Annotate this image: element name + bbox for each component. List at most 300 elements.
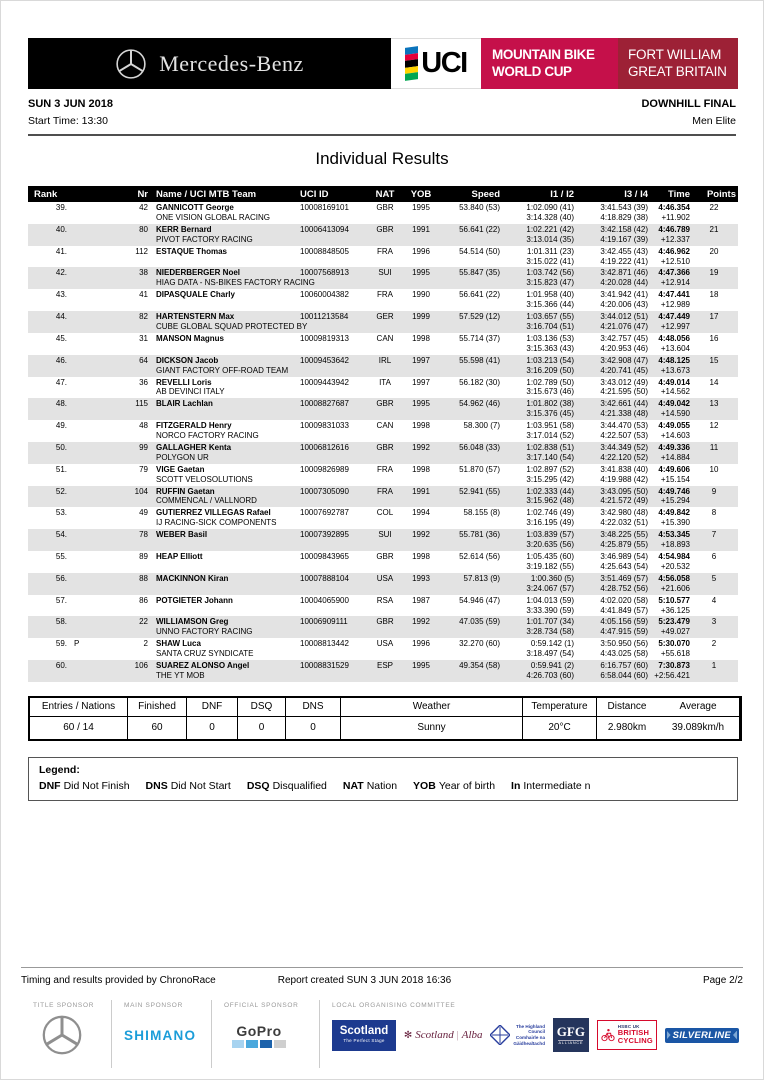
time-gap: +55.618 [660,649,690,659]
uci-id: 10008169101 [300,203,349,212]
table-row [28,355,738,377]
speed: 56.641 (22) [459,290,500,300]
uci-id: 10007692787 [300,508,349,518]
rider-name: RUFFIN Gaetan [156,486,215,496]
table-row [28,246,738,268]
intermediate-1: 1:02.897 (52) [526,464,574,474]
legend-item [343,780,397,792]
rider-name: DICKSON Jacob [156,355,219,365]
nation: ESP [376,661,393,671]
summary-header-cell: Temperature [523,698,597,717]
table-row [28,442,738,464]
summary-value-cell: 0 [238,717,286,739]
legend-label: Disqualified [272,779,327,792]
table-row [28,224,738,246]
speed: 52.941 (55) [459,486,500,496]
intermediate-3: 3:41.543 (39) [600,203,648,212]
intermediate-1: 1:01.311 (23) [527,246,574,256]
status-flag [74,247,84,257]
time-gap: +12.510 [660,256,690,266]
table-row [28,267,738,289]
status-flag [74,508,84,518]
nation: ITA [379,377,391,387]
nation: GBR [376,224,394,234]
status-flag [74,378,84,388]
time-gap: +21.606 [660,583,690,593]
timing-credit: Timing and results provided by ChronoRace [21,975,216,986]
rider-name: SUAREZ ALONSO Angel [156,661,250,671]
speed: 57.813 (9) [463,573,500,583]
status-flag [74,530,84,540]
nation: GBR [376,617,394,627]
nation: GBR [376,442,394,452]
points: 13 [709,399,719,409]
summary-header-cell: DNF [187,698,238,717]
intermediate-4: 4:41.849 (57) [600,605,648,615]
final-time: 4:46.354 [658,203,690,212]
gopro-squares-icon [232,1040,286,1048]
nation: USA [376,639,394,649]
nation: SUI [378,268,392,278]
intermediate-2: 3:24.067 (57) [526,583,574,593]
summary-header-cell: Distance [597,698,657,717]
title-sponsor-label: TITLE SPONSOR [33,1002,95,1009]
intermediate-2: 3:15.295 (42) [526,474,574,484]
year-of-birth: 1995 [412,203,430,212]
time-gap: +13.673 [660,365,690,375]
table-row [28,573,738,595]
rider-name: ESTAQUE Thomas [156,246,227,256]
main-sponsor-label: MAIN SPONSOR [124,1002,183,1009]
gopro-logo: GoPro [232,1023,286,1048]
rider-name: POTGIETER Johann [156,595,233,605]
intermediate-3: 3:41.838 (40) [600,464,648,474]
report-content [1,1,763,801]
rank: 51. [55,464,67,474]
speed: 58.300 (7) [463,421,500,431]
speed: 55.598 (41) [459,355,500,365]
time-gap: +15.154 [660,474,690,484]
team-name: HIAG DATA - NS-BIKES FACTORY RACING [156,278,315,288]
speed: 56.048 (33) [459,442,500,452]
status-flag [74,334,84,344]
table-row [28,464,738,486]
mercedes-star-icon [115,48,147,80]
bib-number: 36 [139,377,148,387]
team-name [156,300,288,310]
final-time: 4:49.042 [658,399,690,409]
official-sponsor-label: OFFICIAL SPONSOR [224,1002,299,1009]
intermediate-2: 3:13.014 (35) [526,234,574,244]
col-i34: I3 / I4 [624,188,648,200]
final-time: 4:56.058 [658,573,690,583]
points: 1 [711,661,717,671]
rank: 45. [55,333,67,343]
intermediate-3: 6:16.757 (60) [600,661,648,671]
legend-abbr: DNS [145,779,168,792]
points: 8 [711,508,717,518]
intermediate-1: 1:01.802 (38) [526,399,574,409]
rider-name: FITZGERALD Henry [156,421,232,431]
intermediate-1: 1:03.839 (57) [526,530,574,540]
final-time: 4:46.962 [658,246,690,256]
intermediate-4: 4:20.006 (43) [600,300,648,310]
intermediate-4: 4:19.222 (41) [600,256,648,266]
uci-id: 10008813442 [300,639,349,649]
intermediate-3: 3:48.225 (55) [600,530,648,540]
intermediate-3: 3:46.989 (54) [600,552,648,561]
nation: IRL [378,355,392,365]
final-time: 5:30.070 [658,639,690,649]
intermediate-1: 1:02.221 (42) [526,224,574,234]
rank: 53. [55,508,67,518]
year-of-birth: 1996 [412,246,430,256]
intermediate-4: 4:20.953 (46) [600,343,648,353]
time-gap: +14.590 [660,409,690,419]
legend-label: Nation [366,779,398,792]
final-time: 4:49.746 [658,486,690,496]
status-flag [74,203,84,213]
points: 20 [709,246,719,256]
uci-logo [391,38,481,89]
mercedes-banner-section [28,38,391,89]
rank: 39. [55,203,67,212]
final-time: 4:49.055 [658,421,690,431]
speed: 58.155 (8) [463,508,500,518]
team-name: IJ RACING-SICK COMPONENTS [156,518,277,528]
col-time: Time [667,188,690,200]
nation: SUI [378,530,392,540]
final-time: 4:49.842 [658,508,690,518]
team-name: COMMENCAL / VALLNORD [156,496,257,506]
summary-value-cell: 0 [187,717,238,739]
uci-id: 10007888104 [300,573,349,583]
intermediate-1: 1:02.746 (49) [526,508,574,518]
event-line1: MOUNTAIN BIKE [492,47,595,63]
intermediate-3: 3:42.980 (48) [600,508,648,518]
category: Men Elite [692,115,736,127]
final-time: 4:48.125 [658,355,690,365]
nation: GBR [376,552,394,561]
intermediate-2: 3:28.734 (58) [526,627,574,637]
points: 3 [711,617,717,627]
committee-label: LOCAL ORGANISING COMMITTEE [332,1002,456,1009]
col-nat: NAT [375,188,395,200]
cyclist-icon [601,1028,615,1042]
speed: 54.946 (47) [459,595,500,605]
speed: 51.870 (57) [459,464,500,474]
year-of-birth: 1997 [412,355,430,365]
scotland-perfect-stage-logo: Scotland The Perfect Stage [332,1020,396,1051]
legend-label: Did Not Finish [63,779,130,792]
intermediate-4: 4:22.507 (53) [600,431,648,441]
summary-value-cell: 60 / 14 [30,717,128,739]
rank: 56. [55,573,67,583]
intermediate-1: 0:59.941 (2) [530,661,574,671]
intermediate-4: 4:22.120 (52) [600,452,648,462]
year-of-birth: 1992 [412,442,430,452]
team-name [156,562,288,572]
uci-id: 10004065900 [300,595,349,605]
final-time: 4:46.789 [658,224,690,234]
intermediate-3: 3:42.661 (44) [600,399,648,409]
status-flag [74,421,84,431]
rank: 49. [55,421,67,431]
uci-id: 10007305090 [300,486,349,496]
nation: COL [376,508,394,518]
status-flag [74,268,84,278]
points: 4 [711,595,717,605]
intermediate-4: 4:20.028 (44) [600,278,648,288]
speed: 47.035 (59) [459,617,500,627]
uci-id: 10009831033 [300,421,349,431]
intermediate-3: 4:02.020 (58) [600,595,648,605]
uci-id: 10009453642 [300,355,349,365]
uci-id: 10007392895 [300,530,349,540]
intermediate-1: 1:03.657 (55) [526,312,574,322]
venue-banner-section [618,38,738,89]
speed: 32.270 (60) [459,639,500,649]
legend-item [511,780,590,792]
points: 7 [711,530,717,540]
points: 22 [709,203,719,212]
speed: 56.641 (22) [459,224,500,234]
rider-name: VIGE Gaetan [156,464,205,474]
status-flag [74,596,84,606]
year-of-birth: 1990 [412,290,430,300]
team-name: AB DEVINCI ITALY [156,387,225,397]
intermediate-3: 3:50.950 (56) [600,639,648,649]
intermediate-2: 3:15.376 (45) [526,409,574,419]
table-row [28,333,738,355]
main-sponsor-group [111,1000,211,1068]
year-of-birth: 1998 [412,552,430,561]
team-name [156,540,288,550]
uci-id: 10009443942 [300,377,349,387]
legend-abbr: DSQ [246,779,270,792]
summary-header-cell: Weather [341,698,523,717]
meta-block [28,98,736,136]
summary-value-cell: 39.089km/h [657,717,740,739]
table-row [28,289,738,311]
time-gap: +14.884 [660,452,690,462]
speed: 54.962 (46) [459,399,500,409]
points: 10 [709,464,719,474]
intermediate-4: 4:43.025 (58) [600,649,648,659]
highland-council-logo: The Highland Council Comhairle na Gàidhealtachd [490,1024,545,1047]
speed: 54.514 (50) [459,246,500,256]
summary-table [28,696,742,741]
time-gap: +14.603 [660,431,690,441]
table-row [28,398,738,420]
intermediate-3: 3:42.908 (47) [600,355,648,365]
team-name [156,344,288,354]
intermediate-1: 1:02.789 (50) [526,377,574,387]
year-of-birth: 1999 [412,312,430,322]
intermediate-4: 4:25.879 (55) [600,540,648,550]
rider-name: WEBER Basil [156,530,208,540]
rider-name: GALLAGHER Kenta [156,442,232,452]
summary-header-cell: Finished [128,698,187,717]
time-gap: +12.989 [660,300,690,310]
page-number: Page 2/2 [702,975,743,986]
report-created: Report created SUN 3 JUN 2018 16:36 [277,975,452,986]
intermediate-2: 3:15.962 (48) [526,496,574,506]
team-name: PIVOT FACTORY RACING [156,234,253,244]
intermediate-1: 1:02.090 (41) [526,203,574,212]
bib-number: 82 [139,312,148,322]
intermediate-1: 1:03.136 (53) [526,333,574,343]
intermediate-1: 0:59.142 (1) [530,639,574,649]
team-name: GIANT FACTORY OFF-ROAD TEAM [156,365,289,375]
nation: GER [376,312,394,322]
intermediate-2: 3:33.390 (59) [526,605,574,615]
status-flag [74,487,84,497]
intermediate-1: 1:02.838 (51) [526,442,574,452]
bib-number: 104 [134,486,148,496]
rank: 44. [55,312,67,322]
intermediate-3: 3:44.349 (52) [600,442,648,452]
legend-abbr: DNF [39,779,61,792]
team-name: POLYGON UR [156,452,209,462]
year-of-birth: 1991 [412,486,430,496]
year-of-birth: 1993 [412,573,430,583]
status-flag [74,356,84,366]
uci-id: 10008848505 [300,246,349,256]
col-name: Name / UCI MTB Team [156,188,257,200]
status-flag [74,465,84,475]
final-time: 4:48.056 [658,333,690,343]
rider-name: HARTENSTERN Max [156,312,235,322]
summary-value-cell: 0 [286,717,341,739]
year-of-birth: 1996 [412,639,430,649]
intermediate-2: 3:19.182 (55) [526,561,574,571]
bib-number: 22 [139,617,148,627]
page-title: Individual Results [315,149,449,168]
uci-id: 10009843965 [300,552,349,561]
rank: 43. [55,290,67,300]
points: 17 [709,312,719,322]
status-flag [74,552,84,562]
uci-id: 10007568913 [300,268,349,278]
final-time: 4:47.366 [658,268,690,278]
rider-name: KERR Bernard [156,224,212,234]
summary-value-cell: 60 [128,717,187,739]
intermediate-4: 4:18.829 (38) [600,212,648,222]
speed: 55.714 (37) [459,333,500,343]
uci-rainbow-icon [405,46,418,81]
nation: FRA [377,290,393,300]
intermediate-4: 4:19.988 (42) [600,474,648,484]
uci-id: 10011213584 [300,312,349,322]
intermediate-2: 3:16.195 (49) [526,518,574,528]
final-time: 7:30.873 [658,661,690,671]
legend-box [28,757,738,801]
uci-id: 10006413094 [300,224,349,234]
team-name: SANTA CRUZ SYNDICATE [156,649,254,659]
time-gap: +12.914 [660,278,690,288]
speed: 56.182 (30) [459,377,500,387]
british-cycling-logo: HSBC UK BRITISH CYCLING [597,1020,657,1050]
points: 12 [709,421,719,431]
speed: 55.781 (36) [459,530,500,540]
bib-number: 38 [139,268,148,278]
uci-id: 10006909111 [300,617,348,627]
bib-number: 89 [139,552,148,561]
summary-value-cell: 2.980km [607,721,647,733]
year-of-birth: 1998 [412,421,430,431]
bib-number: 49 [139,508,148,518]
intermediate-3: 3:51.469 (57) [600,573,648,583]
team-name: NORCO FACTORY RACING [156,431,259,441]
intermediate-3: 3:42.757 (45) [600,333,648,343]
gfg-alliance-logo: GFG ALLIANCE [553,1018,589,1052]
col-uciid: UCI ID [300,188,329,200]
final-time: 5:10.577 [658,595,690,605]
points: 6 [711,552,717,561]
bib-number: 64 [139,355,148,365]
legend-abbr: In [511,779,521,792]
event-banner-section [481,38,618,89]
rank: 40. [55,224,67,234]
time-gap: +2:56.421 [654,670,690,680]
nation: CAN [376,421,394,431]
bib-number: 2 [143,639,148,649]
rider-name: HEAP Elliott [156,552,203,561]
col-points: Points [706,188,736,200]
rank: 52. [55,486,67,496]
legend-item [413,780,495,792]
bib-number: 80 [139,224,148,234]
uci-id: 10008827687 [300,399,349,409]
table-row [28,507,738,529]
venue-line1: FORT WILLIAM [628,46,722,62]
bib-number: 48 [139,421,148,431]
time-gap: +15.390 [660,518,690,528]
team-name [156,257,288,267]
event-line2: WORLD CUP [492,63,572,79]
intermediate-1: 1:03.951 (58) [526,421,574,431]
summary-value-cell: Sunny [341,717,523,739]
event-date: SUN 3 JUN 2018 [28,98,113,110]
status-flag [74,661,84,671]
team-name [156,409,288,419]
time-gap: +18.893 [660,540,690,550]
speed: 57.529 (12) [459,312,500,322]
title-sponsor-group [21,1000,111,1068]
points: 16 [709,333,719,343]
points: 21 [709,224,719,234]
time-gap: +15.294 [660,496,690,506]
uci-id: 10060004382 [300,290,349,300]
time-gap: +14.562 [660,387,690,397]
sponsor-strip [21,1000,743,1068]
intermediate-4: 4:47.915 (59) [600,627,648,637]
points: 19 [709,268,719,278]
rank: 54. [55,530,67,540]
mercedes-wordmark: Mercedes-Benz [159,50,304,76]
legend-label: Did Not Start [170,779,231,792]
year-of-birth: 1992 [412,530,430,540]
bib-number: 99 [139,442,148,452]
team-name: UNNO FACTORY RACING [156,627,253,637]
year-of-birth: 1987 [412,595,430,605]
nation: FRA [377,246,393,256]
status-flag: P [74,639,80,649]
final-time: 4:47.449 [658,312,690,322]
intermediate-3: 3:44.012 (51) [600,312,648,322]
uci-id: 10008831529 [300,661,349,671]
